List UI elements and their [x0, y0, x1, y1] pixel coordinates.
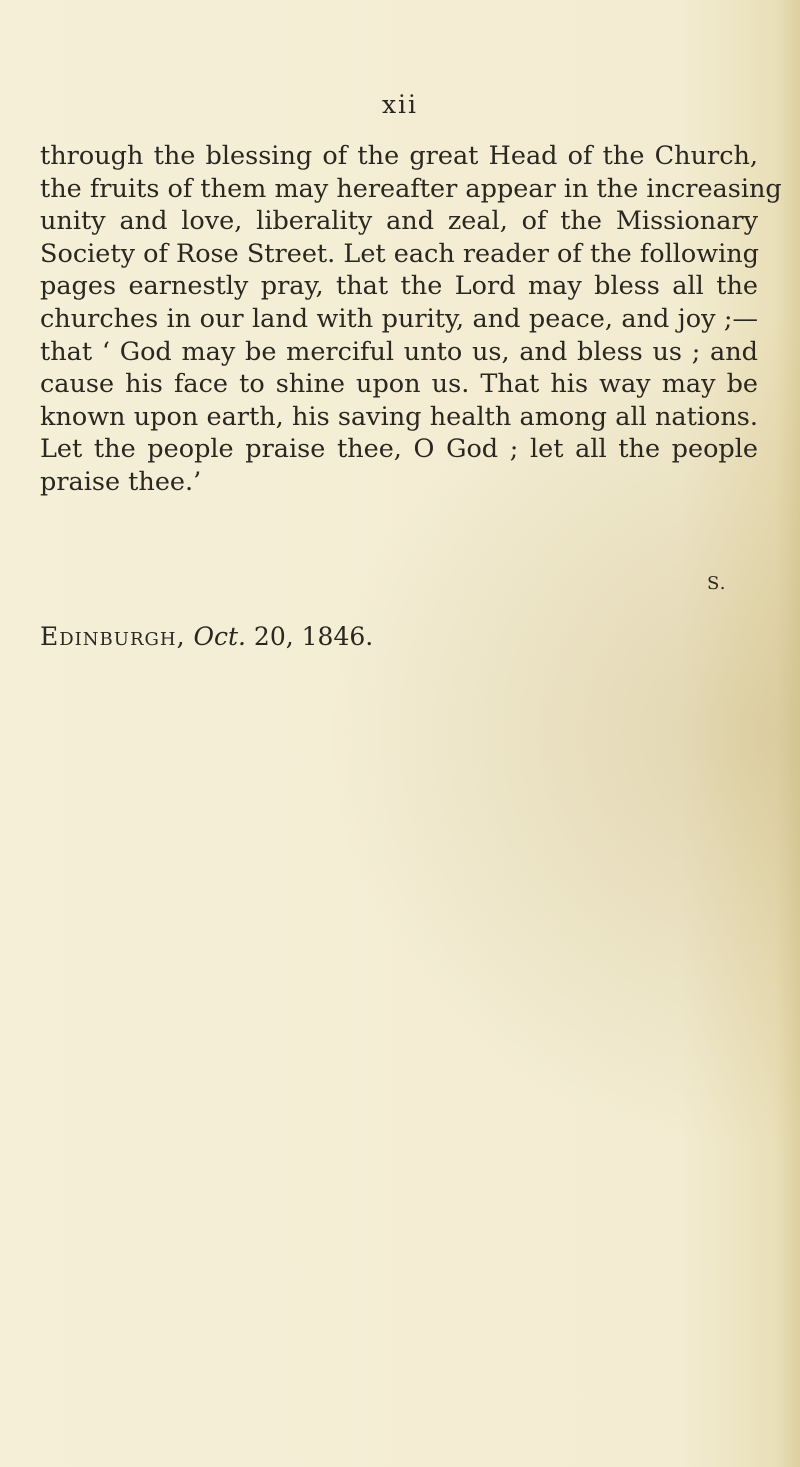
text-line: through the blessing of the great Head of the Church, — [40, 141, 758, 171]
author-initial: S. — [707, 573, 727, 594]
text-line: unity and love, liberality and zeal, of the Missionary — [40, 206, 758, 237]
dateline — [40, 622, 373, 651]
text-line: cause his face to shine upon us. That his way may be — [40, 369, 758, 400]
body-paragraph — [40, 140, 782, 499]
page-number: xii — [381, 90, 419, 119]
dateline-place: Edinburgh, — [40, 622, 186, 651]
text-line: Society of Rose Street. Let each reader of the following — [40, 238, 760, 269]
text-line: that ‘ God may be merciful unto us, and bless us ; and — [40, 336, 758, 367]
dateline-date: 20, 1846. — [253, 622, 374, 651]
dateline-month: Oct. — [193, 622, 246, 651]
text-line: the fruits of them may hereafter appear in the increasing — [40, 173, 782, 204]
text-line: praise thee.’ — [40, 466, 202, 497]
text-line: pages earnestly pray, that the Lord may bless all the — [40, 271, 758, 302]
text-line: known upon earth, his saving health among all nations. — [40, 401, 758, 432]
text-line: Let the people praise thee, O God ; let all the people — [40, 434, 758, 465]
text-line: churches in our land with purity, and peace, and joy ;— — [40, 303, 758, 334]
